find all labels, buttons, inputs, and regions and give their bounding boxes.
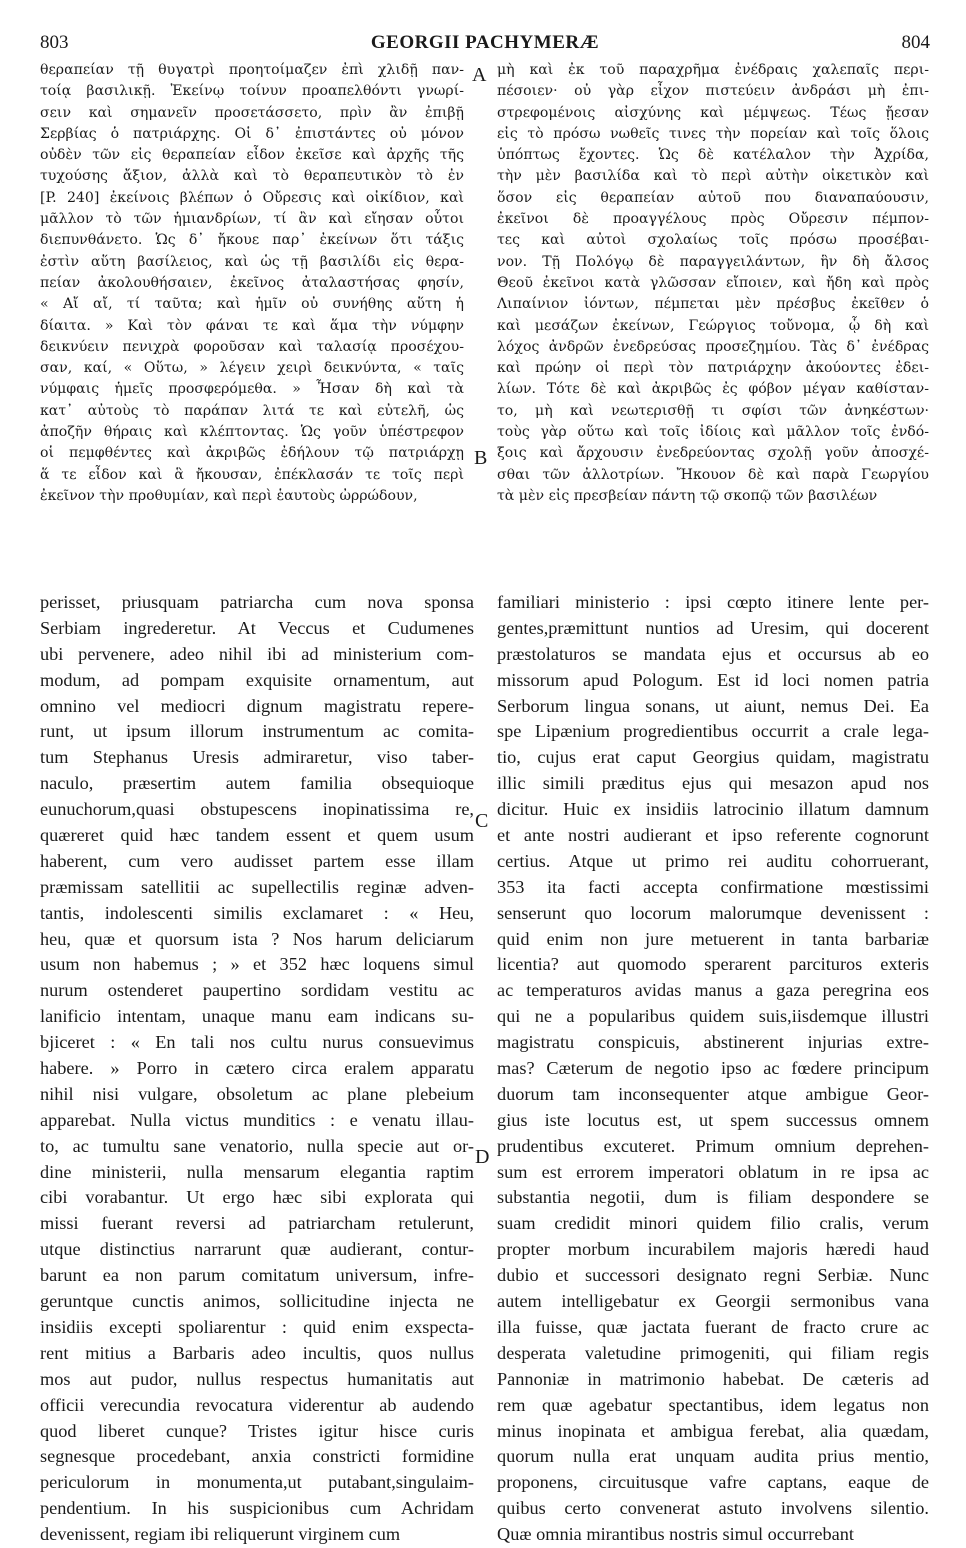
text-line: τὰ μὲν εἰς πρεσβείαν πάντη τῷ σκοπῷ τῶν βασιλέων [497, 487, 878, 504]
text-line: nihil nisi vulgare, obsoletum ac plane plebeium [40, 1083, 474, 1104]
text-line: senserunt quo locorum malorumque devenissent : [497, 902, 929, 923]
text-line: eunuchorum,quasi obstupescens inopinatissima re, [40, 799, 474, 820]
text-line: desperata valetudine primogeniti, qui filiam regis [497, 1342, 929, 1363]
text-line: præstolaturos se mandata ejus et occursus ab eo [497, 643, 929, 664]
text-line: heu, quæ et quorsum ista ? Nos harum deliciarum [40, 928, 474, 949]
text-line: quæreret quid hæc tandem essent et quem usum [40, 825, 474, 846]
text-line: ξοις καὶ ἄρχουσιν ἐνεδρεύοντας σχολῇ γοῦν ἀποσχέ- [497, 445, 929, 462]
text-line: δεικνύειν πενιχρὰ φοροῦσαν καὶ ταλασίᾳ προσέχου- [40, 338, 464, 355]
text-line: officii verecundia revocatura viderentur ab audendo [40, 1394, 474, 1415]
text-line: tum Stephanus Uresis admiraretur, viso taber- [40, 747, 474, 768]
text-line: propter morbum incurabilem majoris hæredi haud [497, 1239, 929, 1260]
text-line: ubi pervenere, adeo nihil ibi ad ministerium com- [40, 643, 474, 664]
text-line: perisset, priusquam patriarcha cum nova sponsa [40, 592, 474, 612]
text-line: missi fuerant reversi ad patriarcham retulerunt, [40, 1213, 474, 1234]
text-line: το, μὴ καὶ νεωτερισθῇ τι σφίσι τῶν ἀνηκέστων· [497, 402, 929, 419]
text-line: ἐστὶν αὕτη βασίλειος, καὶ ὡς τῇ βασιλίδι εἰς θερα- [40, 253, 464, 270]
text-line: sum est errorem imperatori oblatum in re ipsa ac [497, 1161, 929, 1182]
text-line: tio, cujus erat caput Georgius quidam, magistratu [497, 747, 929, 768]
text-line: καὶ πρώην οἱ περὶ τὸν πατριάρχην ἀκούοντες ἐδει- [497, 360, 929, 377]
text-line: σειν καὶ σημανεῖν προσετάσσετο, πρὶν ἂν ἐπιβῇ [40, 104, 464, 121]
text-line: ἀποζῆν θήραις καὶ κλέπτοντας. Ὡς γοῦν ὑπέστρεφον [40, 424, 464, 441]
text-line: pendentium. In his suspicionibus cum Achridam [40, 1498, 474, 1519]
text-line: usum non habemus ; » et 352 hæc loquens simul [40, 954, 474, 975]
text-line: μᾶλλον τὸ τῶν ἡμιανδρίων, τί ἂν καὶ εἴησαν οὗτοι [40, 211, 464, 228]
running-title: GEORGII PACHYMERÆ [370, 32, 600, 53]
text-line: qui ne a popularibus quidem suis,iisdemque illustri [497, 1006, 929, 1027]
text-line: cibi vorabantur. Ut ergo hæc sibi explorata qui [40, 1187, 474, 1208]
text-line: νον. Τῇ Πολόγῳ δὲ παραγγειλάντων, ἣν δὴ ἄλσος [497, 253, 929, 270]
text-line: [P. 240] ἐκείνοις βλέπων ὁ Οὔρεσις καὶ οἰκίδιον, καὶ [40, 189, 464, 206]
text-line: λόχος ἀνδρῶν ἐνεδρεύσας προσεζημίου. Τὰς δ᾽ ἐνέδρας [497, 338, 929, 355]
text-line: devenissent, regiam ibi reliquerunt virginem cum [40, 1524, 401, 1545]
text-line: Quæ omnia mirantibus nostris simul occurrebant [497, 1524, 854, 1545]
text-line: τυχούσης ἄξιον, ἀλλὰ καὶ τὸ θεραπευτικὸν τὸ ἐν [40, 168, 464, 185]
text-line: suam credidit minori quidem filio cralis, verum [497, 1213, 929, 1234]
text-line: quod liberet cunque? Tristes igitur hisce curis [40, 1420, 474, 1441]
text-line: periculorum in monumenta,ut putabant,singulaim- [40, 1472, 474, 1493]
text-line: substantia negotii, dum is filiam despondere se [497, 1187, 929, 1208]
text-line: οὐδὲν τῶν εἰς θεραπείαν εἶδον ἐκεῖσε καὶ ἀρχῆς τῆς [40, 147, 464, 164]
text-line: autem intelligebatur ex Georgii sermonibus vana [497, 1291, 929, 1312]
text-line: prudentibus excuteret. Primum omnium deprehen- [497, 1135, 929, 1156]
text-line: ἅ τε εἶδον καὶ ἃ ἤκουσαν, ἐπέκλασάν τε τοῖς περὶ [40, 466, 464, 483]
text-line: apparebat. Nulla victus munditics : e venatu illau- [40, 1109, 474, 1130]
text-line: dine ministerii, nulla mensarum elegantia raptim [40, 1161, 474, 1182]
text-line: dubio et successori designato regni Serbiæ. Nunc [497, 1265, 929, 1286]
text-line: ἐκεῖνον τὴν προθυμίαν, καὶ περὶ ἑαυτοὺς ὠρρώδουν, [40, 487, 418, 504]
text-line: θεραπείαν τῇ θυγατρὶ προητοίμαζεν ἐπὶ χλιδῇ παν- [40, 62, 464, 78]
text-line: insidiis excepti spoliarentur : quid enim exspecta- [40, 1316, 474, 1337]
text-line: Θεοῦ ἐκεῖνοι κατὰ γλῶσσαν εἴποιεν, καὶ ἤδη καὶ πρὸς [497, 274, 929, 291]
text-line: ἐκεῖνοι δὲ προαγγέλους πρὸς Οὔρεσιν πέμπον- [497, 211, 929, 228]
text-line: τες καὶ αὐτοὶ σχολαίως τοῖς πρόσω προσέβαι- [497, 232, 929, 249]
text-line: runt, ut ipsum illorum instrumentum ac comita- [40, 721, 474, 742]
text-line: geruntque cunctis animos, sollicitudine injecta ne [40, 1291, 474, 1312]
page-number-right: 804 [901, 32, 930, 53]
text-line: ὅσον εἰς θεραπείαν αὐτοῦ που διαναπαύουσιν, [497, 189, 929, 206]
text-line: Serbiam ingrederetur. At Veccus et Cudumenes [40, 617, 474, 638]
text-line: naculo, præsertim autem familia obsequioque [40, 773, 474, 794]
text-line: duorum tam inconsequenter atque ambigue Geor- [497, 1083, 929, 1104]
text-line: illic simili præditus ejus qui mesazon apud nos [497, 773, 929, 794]
text-line: quorum nulla erat unquam audita prius mentio, [497, 1446, 929, 1467]
text-line: σθαι τῶν ἀλλοτρίων. Ἤκουον δὲ καὶ παρὰ Γεωργίου [497, 466, 929, 483]
greek-column-right [497, 60, 929, 507]
text-line: quibus certo convenerat astuto involvens silentio. [497, 1498, 929, 1519]
text-line: magistratu conspicuis, abstinerent injurias extre- [497, 1032, 929, 1053]
text-line: mas? Cæterum de negotio ipso ac fœdere principum [497, 1058, 929, 1079]
text-line: illa fuisse, quæ jactata fuerant de fracto crure ac [497, 1316, 929, 1337]
text-line: certius. Atque ut primo rei auditu cohorruerant, [497, 850, 929, 871]
text-line: κατ᾽ αὐτοὺς τὸ παράπαν λιτά τε καὶ εὐτελῆ, ὡς [40, 402, 464, 419]
margin-marker-a: A [472, 64, 487, 86]
text-line: præmissam satellitii ac supellectilis reginæ adven- [40, 876, 474, 897]
text-line: spe Lipænium progredientibus occurrit a crale lega- [497, 721, 929, 742]
text-line: utque distinctius narrarunt quæ audierant, contur- [40, 1239, 474, 1260]
text-line: εἰς τὸ πρόσω νωθεῖς τινες τὴν πορείαν καὶ τοῖς ὅλοις [497, 125, 929, 142]
text-line: τὴν μὲν βασιλίδα καὶ τὸ περὶ αὐτὴν οἰκετικὸν καὶ [497, 168, 929, 185]
text-line: mos aut pudor, nullus respectus humanitatis aut [40, 1368, 474, 1389]
greek-column-left [40, 60, 464, 507]
text-line: πείαν ἀκολουθήσαιεν, ἐκεῖνος ἀταλαστήσας φησίν, [40, 274, 464, 291]
text-line: gentes,præmittunt nuntios ad Uresim, qui docerent [497, 617, 929, 638]
text-line: « Αἴ αἴ, τί ταῦτα; καὶ ἡμῖν οὐ συνήθης αὕτη ἡ [40, 296, 464, 313]
text-line: Λιπαίνιον ἰόντων, πέμπεται μὲν πρέσβυς ἐκεῖθεν ὁ [497, 296, 929, 313]
text-line: Serborum lingua sonans, ut aiunt, nemus Dei. Ea [497, 695, 929, 716]
text-line: Σερβίας ὁ πατριάρχης. Οἱ δ᾽ ἐπιστάντες οὐ μόνον [40, 125, 464, 142]
text-line: missorum apud Pologum. Est id loci nomen patria [497, 669, 929, 690]
text-line: licentia? aut quomodo sperarent parcituros exteris [497, 954, 929, 975]
text-line: μὴ καὶ ἐκ τοῦ παραχρῆμα ἐνέδραις χαλεπαῖς περι- [497, 62, 929, 78]
text-line: σαν, καί, « Οὕτω, » λέγειν χειρὶ δεικνύντα, « ταῖς [40, 360, 464, 377]
text-line: οἱ πεμφθέντες καὶ ἀκριβῶς ἐδήλουν τῷ πατριάρχῃ [40, 445, 464, 462]
text-line: tantis, indolescenti similis exclamaret : « Heu, [40, 902, 474, 923]
text-line: familiari ministerio : ipsi cœpto itinere lente per- [497, 592, 929, 612]
text-line: στρεφομένοις αἰσχύνης καὶ μέμψεως. Τέως ᾔεσαν [497, 104, 929, 121]
text-line: quid enim non jure metuerent in tanta barbariæ [497, 928, 929, 949]
text-line: 353 ita facti accepta confirmatione mœstissimi [497, 876, 929, 897]
text-line: Pannoniæ in matrimonio habebat. De cæteris ad [497, 1368, 929, 1389]
text-line: haberent, cum vero audisset partem esse illam [40, 850, 474, 871]
text-line: gius iste locutus est, ut spem successus omnem [497, 1109, 929, 1130]
latin-column-right [497, 590, 929, 1548]
text-line: λίων. Τότε δὲ καὶ ἀκριβῶς ἐς φόβον μέγαν καθίσταν- [497, 381, 929, 398]
text-line: minus inopinata et ambigua ferebat, alia quædam, [497, 1420, 929, 1441]
text-line: τοίᾳ βασιλικῇ. Ἐκείνῳ τοίνυν προαπελθόντι γνωρί- [40, 83, 464, 100]
text-line: proponens, circuitusque vafre captans, eaque de [497, 1472, 929, 1493]
text-line: barunt ea non parum comitatum universum, infre- [40, 1265, 474, 1286]
text-line: segnesque procedebant, anxia constricti formidine [40, 1446, 474, 1467]
text-line: διεπυνθάνετο. Ὡς δ᾽ ἤκουε παρ᾽ ἐκείνων ὅτι τάξις [40, 232, 464, 249]
text-line: et ante nostri audierant et ipso referente cognorunt [497, 825, 929, 846]
text-line: modum, ad pompam exquisite ornamentum, aut [40, 669, 474, 690]
page-number-left: 803 [40, 32, 69, 53]
text-line: habere. » Porro in cætero circa eralem apparatu [40, 1058, 474, 1079]
margin-marker-c: C [475, 810, 489, 832]
text-line: ac temperaturos avidas manus a gaza peregrina eos [497, 980, 929, 1001]
text-line: dicitur. Huic ex insidiis latrocinio illatum damnum [497, 799, 929, 820]
margin-marker-d: D [475, 1146, 490, 1168]
text-line: νύμφαις ἡμεῖς προσφερόμεθα. » Ἦσαν δὴ καὶ τὰ [40, 381, 464, 398]
text-line: rent mitius a Barbaris adeo incultis, quos nullus [40, 1342, 474, 1363]
text-line: ὑπόπτως ἔχοντες. Ὡς δὲ κατέλαλον τὴν Ἀχρίδα, [497, 147, 929, 164]
text-line: to, ac tumultu sane venatorio, nulla specie aut or- [40, 1135, 474, 1156]
margin-marker-b: B [474, 447, 488, 469]
text-line: τοὺς γὰρ οὕτω καὶ τοῖς ἰδίοις καὶ μᾶλλον τοῖς ἐνδό- [497, 424, 929, 441]
text-line: rem quæ agebatur spectantibus, idem legatus non [497, 1394, 929, 1415]
text-line: lanificio intentam, unaque manu eam indicans su- [40, 1006, 474, 1027]
text-line: nurum ostenderet paupertino sordidam vestitu ac [40, 980, 474, 1001]
text-line: δίαιτα. » Καὶ τὸν φάναι τε καὶ ἅμα τὴν νύμφην [40, 317, 464, 334]
text-line: bjiceret : « En tali nos cultu nurus consuevimus [40, 1032, 474, 1053]
text-line: πέσοιεν· οὐ γὰρ εἶχον πιστεύειν ἀνδράσι μὴ ἐπι- [497, 83, 929, 100]
text-line: omnino vel mediocri dignum magistratu repere- [40, 695, 474, 716]
running-header [40, 32, 930, 56]
latin-column-left [40, 590, 474, 1548]
text-line: καὶ μεσάζων ἐκείνων, Γεώργιος τοὔνομα, ᾧ δὴ καὶ [497, 317, 929, 334]
